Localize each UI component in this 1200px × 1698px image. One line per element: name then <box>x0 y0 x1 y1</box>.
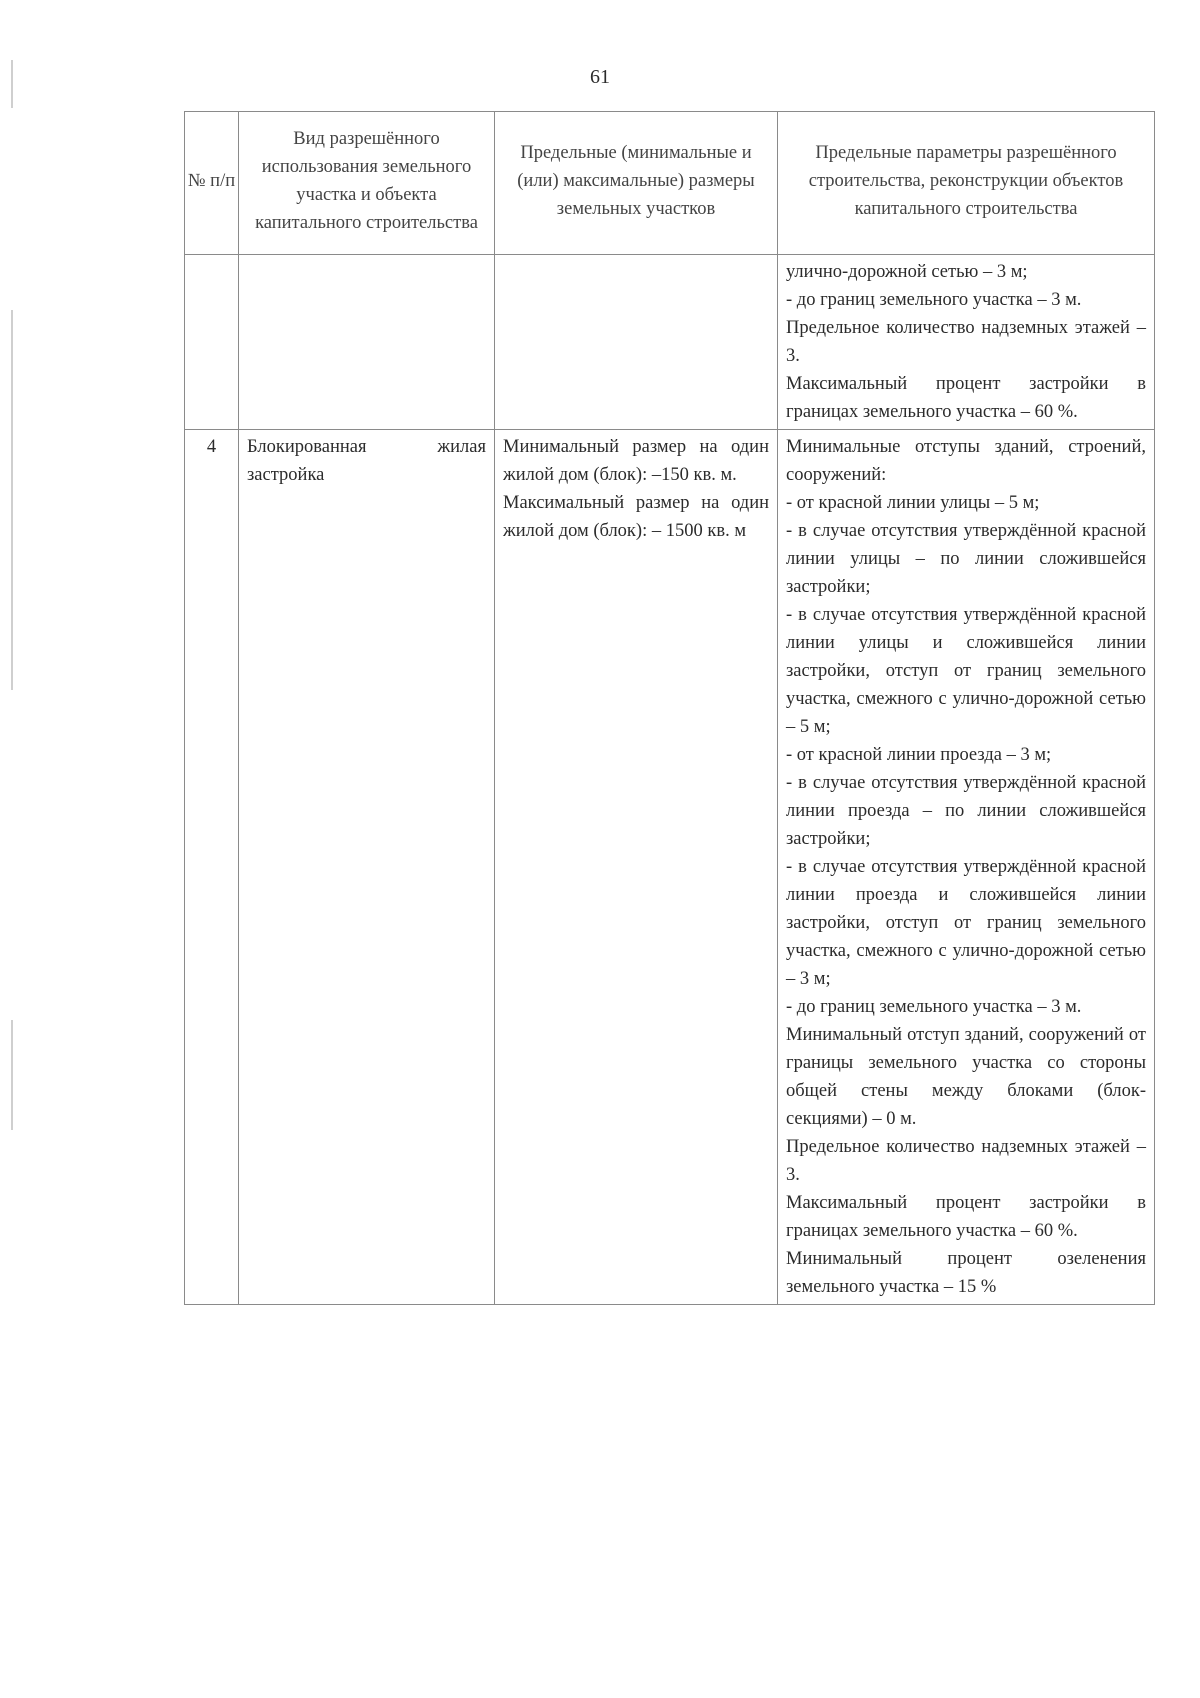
cell-row-number: 4 <box>185 430 239 1305</box>
param-line: Минимальный процент озеленения земельного участка – 15 % <box>786 1249 1146 1297</box>
cell-number-empty <box>185 255 239 430</box>
param-line: Минимальные отступы зданий, строений, сооружений: <box>786 437 1146 485</box>
page-number: 61 <box>590 66 610 88</box>
header-construction-params: Предельные параметры разрешённого строительства, реконструкции объектов капитального строительства <box>778 112 1155 255</box>
table-row-4 <box>185 430 1155 1305</box>
param-line: - до границ земельного участка – 3 м. <box>786 290 1082 310</box>
size-line: Минимальный размер на один жилой дом (блок): –150 кв. м. <box>503 437 769 485</box>
param-line: Предельное количество надземных этажей – 3. <box>786 318 1146 366</box>
param-line: Предельное количество надземных этажей – 3. <box>786 1137 1146 1185</box>
param-line: - в случае отсутствия утверждённой красной линии улицы – по линии сложившейся застройки; <box>786 521 1146 597</box>
cell-use-type-empty <box>239 255 495 430</box>
land-use-regulations-table <box>184 111 1155 1305</box>
table-header-row <box>185 112 1155 255</box>
param-line: - в случае отсутствия утверждённой красной линии проезда и сложившейся линии застройки, отступ от границ земельного участка, смежного с улично-дорожной сетью – 3 м; <box>786 857 1146 989</box>
cell-use-type: Блокированная жилая застройка <box>239 430 495 1305</box>
table-row-continuation <box>185 255 1155 430</box>
cell-sizes-empty <box>495 255 778 430</box>
header-use-type: Вид разрешённого использования земельного участка и объекта капитального строительства <box>239 112 495 255</box>
scan-edge-mark <box>11 310 13 690</box>
cell-construction-params <box>778 430 1155 1305</box>
param-line: - в случае отсутствия утверждённой красной линии проезда – по линии сложившейся застройки; <box>786 773 1146 849</box>
param-line: Максимальный процент застройки в границах земельного участка – 60 %. <box>786 1193 1146 1241</box>
param-line: - от красной линии проезда – 3 м; <box>786 745 1052 765</box>
param-line: Минимальный отступ зданий, сооружений от границы земельного участка со стороны общей стены между блоками (блок-секциями) – 0 м. <box>786 1025 1146 1129</box>
param-line: - в случае отсутствия утверждённой красной линии улицы и сложившейся линии застройки, отступ от границ земельного участка, смежного с улично-дорожной сетью – 5 м; <box>786 605 1146 737</box>
header-plot-sizes: Предельные (минимальные и (или) максимальные) размеры земельных участков <box>495 112 778 255</box>
param-line: улично-дорожной сетью – 3 м; <box>786 262 1028 282</box>
size-line: Максимальный размер на один жилой дом (блок): – 1500 кв. м <box>503 493 769 541</box>
param-line: Максимальный процент застройки в границах земельного участка – 60 %. <box>786 374 1146 422</box>
param-line: - от красной линии улицы – 5 м; <box>786 493 1040 513</box>
cell-construction-params <box>778 255 1155 430</box>
cell-plot-sizes <box>495 430 778 1305</box>
param-line: - до границ земельного участка – 3 м. <box>786 997 1082 1017</box>
header-number: № п/п <box>185 112 239 255</box>
scan-edge-mark <box>11 1020 13 1130</box>
